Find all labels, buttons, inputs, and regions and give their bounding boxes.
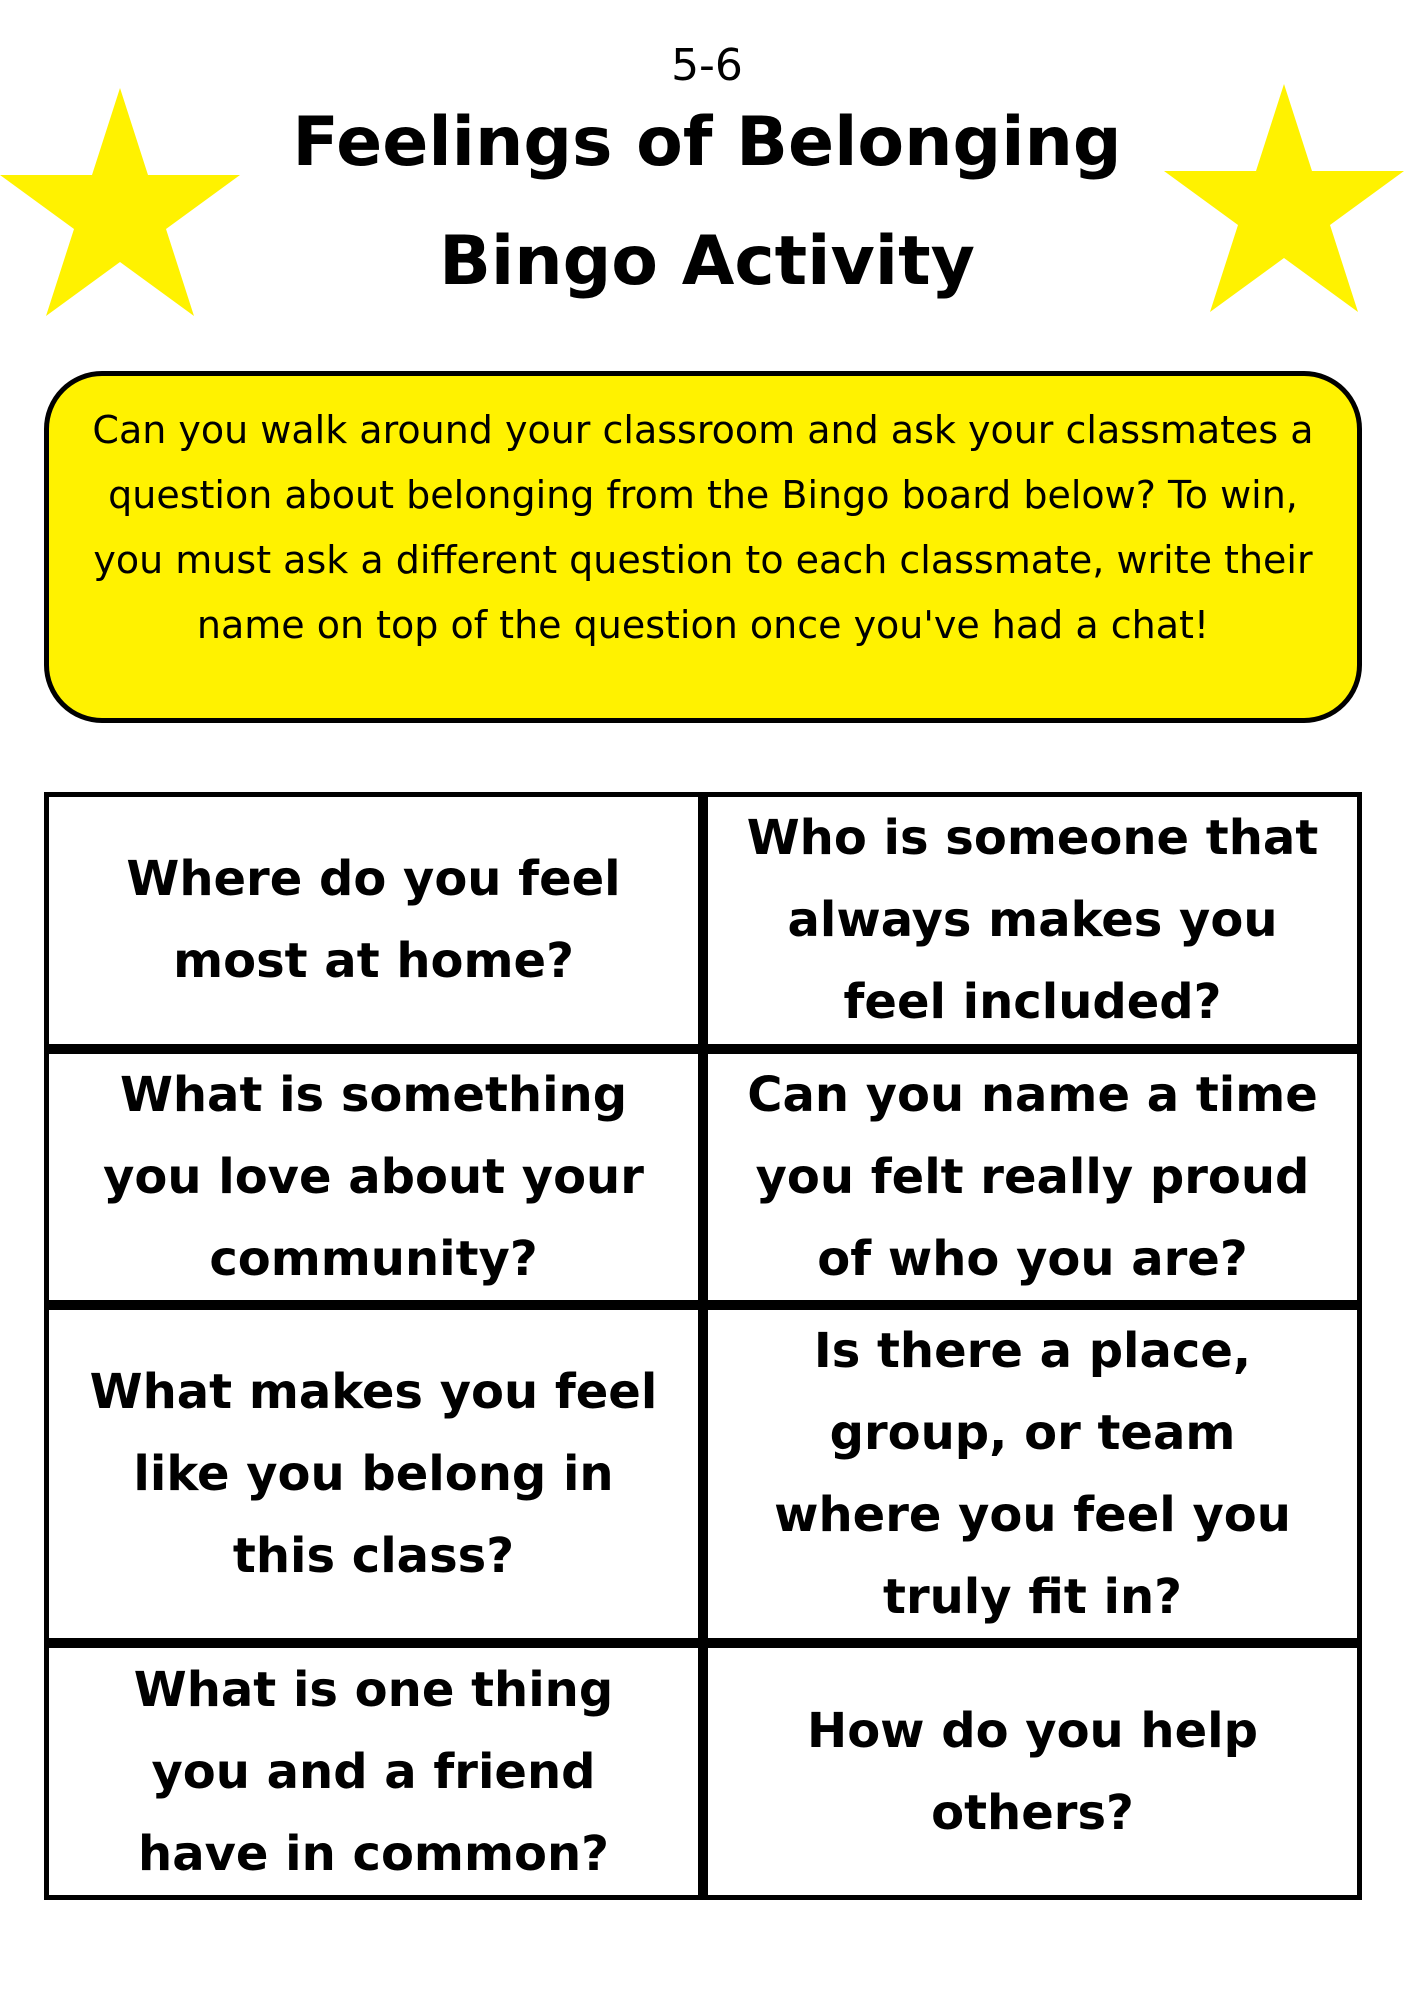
- bingo-cell[interactable]: What makes you feel like you belong in this class?: [49, 1310, 698, 1638]
- bingo-cell[interactable]: What is something you love about your community?: [49, 1054, 698, 1301]
- grade-label: 5-6: [671, 40, 743, 91]
- bingo-cell[interactable]: Who is someone that always makes you feel included?: [708, 797, 1357, 1044]
- bingo-cell[interactable]: How do you help others?: [708, 1648, 1357, 1895]
- bingo-cell[interactable]: Where do you feel most at home?: [49, 797, 698, 1044]
- page-title-line-1: Feelings of Belonging: [292, 103, 1122, 182]
- bingo-board: [44, 792, 1362, 1900]
- bingo-cell[interactable]: Can you name a time you felt really proud of who you are?: [708, 1054, 1357, 1301]
- page-title-line-2: Bingo Activity: [439, 222, 975, 301]
- bingo-cell[interactable]: Is there a place, group, or team where you feel you truly fit in?: [708, 1310, 1357, 1638]
- instructions-box: Can you walk around your classroom and ask your classmates a question about belonging from the Bingo board below? To win, you must ask a different question to each classmate, write their name on top of the question once you've had a chat!: [44, 371, 1362, 723]
- bingo-cell[interactable]: What is one thing you and a friend have in common?: [49, 1648, 698, 1895]
